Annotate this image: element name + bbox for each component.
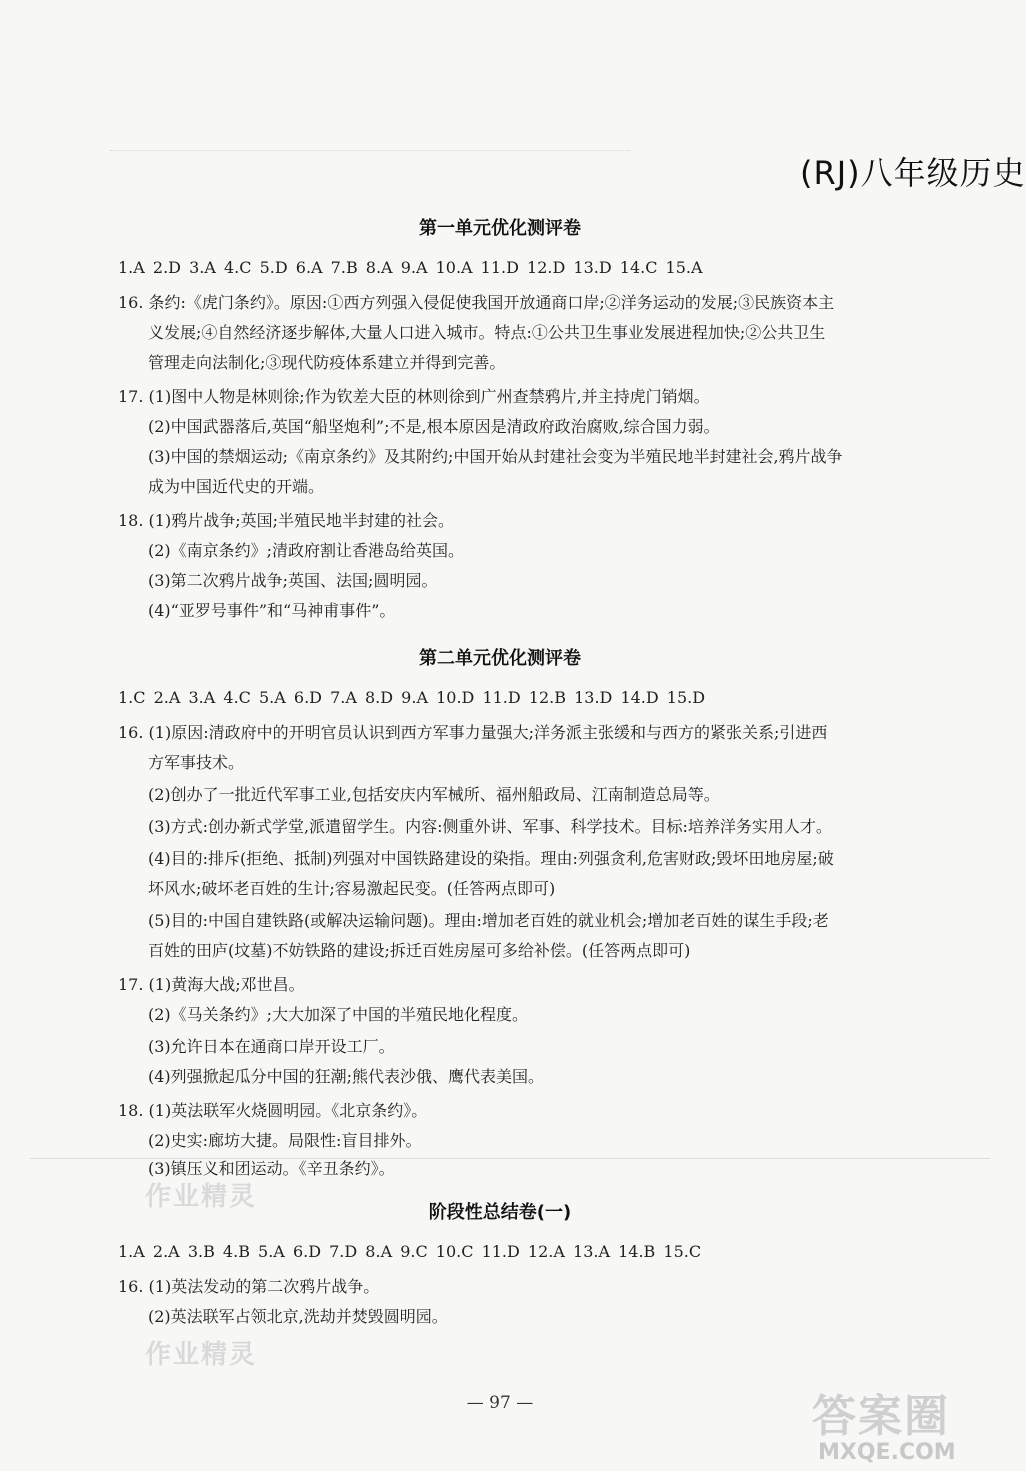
mcq-answers-unit2: 1.C 2.A 3.A 4.C 5.A 6.D 7.A 8.D 9.A 10.D 11.D 12.B 13.D 14.D 15.D xyxy=(118,688,706,707)
answer-line: 16. 条约:《虎门条约》。原因:①西方列强入侵促使我国开放通商口岸;②洋务运动的发展;③民族资本主 xyxy=(118,293,835,312)
mcq-answers-unit1: 1.A 2.D 3.A 4.C 5.D 6.A 7.B 8.A 9.A 10.A 11.D 12.D 13.D 14.C 15.A xyxy=(118,258,703,277)
stamp-watermark: 作业精灵 xyxy=(145,1340,258,1370)
site-logo-watermark xyxy=(812,1380,988,1470)
answer-line: (2)《马关条约》;大大加深了中国的半殖民地化程度。 xyxy=(148,1005,529,1024)
answer-line: (2)英法联军占领北京,洗劫并焚毁圆明园。 xyxy=(148,1307,448,1326)
answer-line: (2)史实:廊坊大捷。局限性:盲目排外。 xyxy=(148,1131,422,1150)
answer-line: 16. (1)原因:清政府中的开明官员认识到西方军事力量强大;洋务派主张缓和与西方的紧张关系;引进西 xyxy=(118,723,828,742)
answer-line: (3)镇压义和团运动。《辛丑条约》。 xyxy=(148,1159,395,1178)
answer-line: 17. (1)图中人物是林则徐;作为钦差大臣的林则徐到广州查禁鸦片,并主持虎门销烟。 xyxy=(118,387,710,406)
answer-line: 坏风水;破坏老百姓的生计;容易激起民变。(任答两点即可) xyxy=(148,879,556,898)
answer-line: 方军事技术。 xyxy=(148,753,245,772)
answer-line: 义发展;④自然经济逐步解体,大量人口进入城市。特点:①公共卫生事业发展进程加快;②公共卫生 xyxy=(148,323,826,342)
answer-line: (3)允许日本在通商口岸开设工厂。 xyxy=(148,1037,395,1056)
page-header-title: (RJ)八年级历史 xyxy=(800,154,1026,192)
section-title-stage1: 阶段性总结卷(一) xyxy=(428,1202,572,1223)
answer-line: (2)中国武器落后,英国“船坚炮利”;不是,根本原因是清政府政治腐败,综合国力弱。 xyxy=(148,417,720,436)
answer-line: 成为中国近代史的开端。 xyxy=(148,477,325,496)
answer-line: (2)创办了一批近代军事工业,包括安庆内军械所、福州船政局、江南制造总局等。 xyxy=(148,785,720,804)
answer-line: (3)第二次鸦片战争;英国、法国;圆明园。 xyxy=(148,571,438,590)
mcq-answers-stage1: 1.A 2.A 3.B 4.B 5.A 6.D 7.D 8.A 9.C 10.C 11.D 12.A 13.A 14.B 15.C xyxy=(118,1242,702,1261)
answer-line: 百姓的田庐(坟墓)不妨铁路的建设;拆迁百姓房屋可多给补偿。(任答两点即可) xyxy=(148,941,691,960)
logo-url: MXQE.COM xyxy=(818,1440,956,1465)
answer-line: (3)方式:创办新式学堂,派遣留学生。内容:侧重外讲、军事、科学技术。目标:培养洋务实用人才。 xyxy=(148,817,832,836)
logo-text: 答案圈 xyxy=(812,1391,950,1442)
answer-line: 18. (1)英法联军火烧圆明园。《北京条约》。 xyxy=(118,1101,428,1120)
section-title-unit1: 第一单元优化测评卷 xyxy=(419,218,581,239)
answer-line: (2)《南京条约》;清政府割让香港岛给英国。 xyxy=(148,541,465,560)
answer-line: (4)目的:排斥(拒绝、抵制)列强对中国铁路建设的染指。理由:列强贪利,危害财政;毁坏田地房屋;破 xyxy=(148,849,834,868)
answer-line: (4)列强掀起瓜分中国的狂潮;熊代表沙俄、鹰代表美国。 xyxy=(148,1067,545,1086)
answer-line: (4)“亚罗号事件”和“马神甫事件”。 xyxy=(148,601,396,620)
answer-line: 16. (1)英法发动的第二次鸦片战争。 xyxy=(118,1277,380,1296)
stamp-watermark: 作业精灵 xyxy=(145,1182,258,1212)
answer-line: 18. (1)鸦片战争;英国;半殖民地半封建的社会。 xyxy=(118,511,454,530)
answer-line: (5)目的:中国自建铁路(或解决运输问题)。理由:增加老百姓的就业机会;增加老百姓的谋生手段;老 xyxy=(148,911,829,930)
page-number: — 97 — xyxy=(466,1393,534,1413)
answer-line: 管理走向法制化;③现代防疫体系建立并得到完善。 xyxy=(148,353,506,372)
answer-line: (3)中国的禁烟运动;《南京条约》及其附约;中国开始从封建社会变为半殖民地半封建社会,鸦片战争 xyxy=(148,447,843,466)
scan-artifact xyxy=(110,150,630,161)
section-title-unit2: 第二单元优化测评卷 xyxy=(419,648,581,669)
answer-line: 17. (1)黄海大战;邓世昌。 xyxy=(118,975,305,994)
